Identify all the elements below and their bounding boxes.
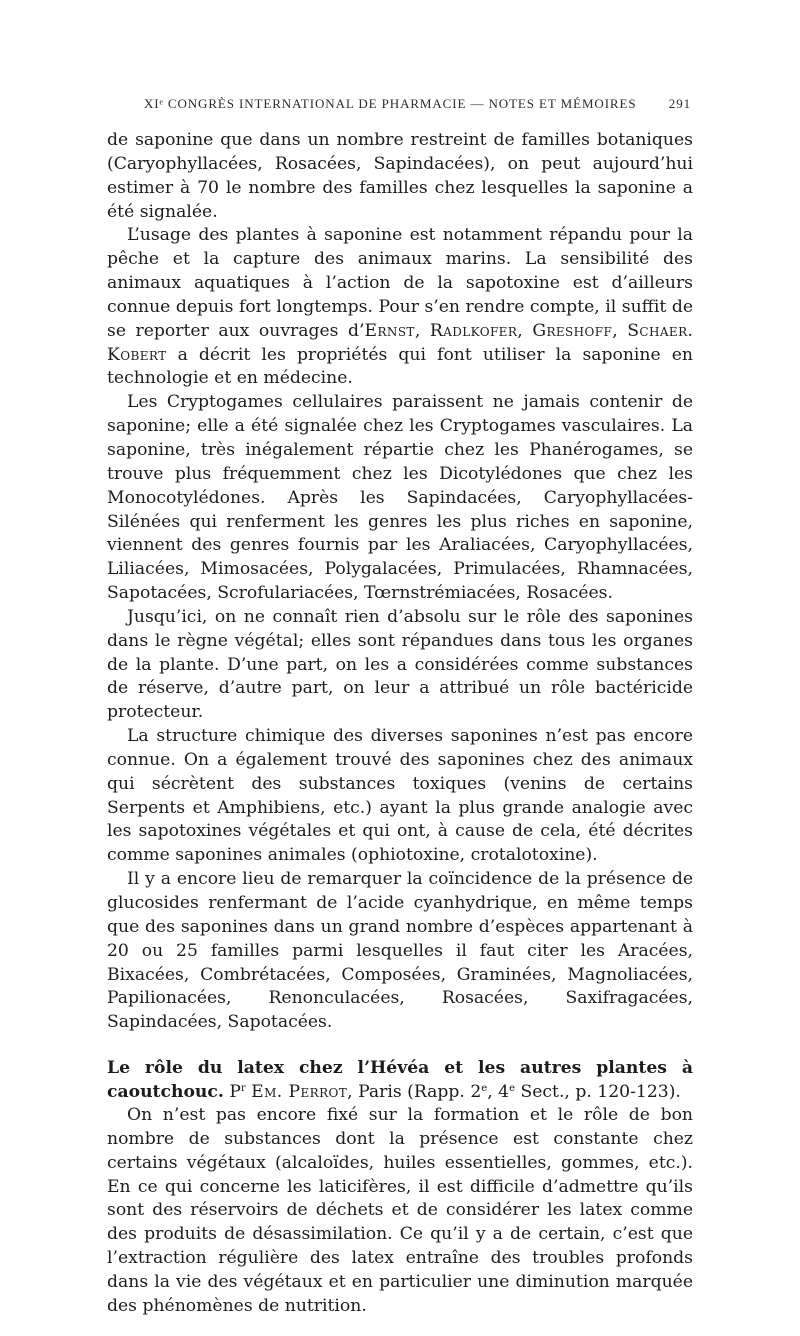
paragraph: L’usage des plantes à saponine est notamment répandu pour la pêche et la capture des animaux marins. La sensibilité des animaux aquatiques à l’action de la sapotoxine est d’ailleurs connue depuis fort longtemps. Pour s’en rendre compte, il suffit de se reporter aux ouvrages d’Ernst, Radlkofer, Greshoff, Schaer. Kobert a décrit les propriétés qui font utiliser la saponine en technologie et en médecine. [107,225,694,389]
running-title: XIᵉ CONGRÈS INTERNATIONAL DE PHARMACIE — NOTES ET MÉMOIRES [144,96,637,111]
section-author: Em. Perrot [251,1082,348,1103]
paragraph: Les Cryptogames cellulaires paraissent ne jamais contenir de saponine; elle a été signalée chez les Cryptogames vasculaires. La saponine, très inégalement répartie chez les Phanérogames, se trouve plus fréquemment chez les Dicotylédones que chez les Monocotylédones. Après les Sapindacées, Caryophyllacées-Silénées qui renferment les genres les plus riches en saponine, viennent des genres fournis par les Araliacées, Caryophyllacées, Liliacées, Mimosacées, Polygalacées, Primulacées, Rhamnacées, Sapotacées, Scrofulariacées, Tœrnstrémiacées, Rosacées. [107,392,693,604]
author-name: Schaer [627,320,688,341]
section-reference-sup: e [481,1083,488,1095]
section-author-prefix: P [229,1082,241,1103]
section-reference-sup: e [509,1083,516,1095]
author-name: Radlkofer [429,320,518,341]
paragraph-text: a décrit les propriétés qui font utiliser la saponine en technologie et en médecine. [107,344,693,389]
section-author-prefix-sup: r [240,1083,246,1095]
page-body [107,129,693,1319]
section-heading [107,1056,693,1104]
paragraph: de saponine que dans un nombre restreint de familles botaniques (Caryophyllacées, Rosacées, Sapindacées), on peut aujourd’hui estimer à 70 le nombre des familles chez lesquelles la saponine a été signalée. [107,130,693,222]
section-reference: Sect., p. 120-123). [515,1082,681,1103]
paragraph: Jusqu’ici, on ne connaît rien d’absolu sur le rôle des saponines dans le règne végétal; elles sont répandues dans tous les organes de la plante. D’une part, on les a considérées comme substances de réserve, d’autre part, on leur a attribué un rôle bactéricide protecteur. [107,606,693,723]
paragraph: Il y a encore lieu de remarquer la coïncidence de la présence de glucosides renfermant de l’acide cyanhydrique, en même temps que des saponines dans un grand nombre d’espèces appartenant à 20 ou 25 familles parmi lesquelles il faut citer les Aracées, Bixacées, Combrétacées, Composées, Graminées, Magnoliacées, Papilionacées, Renonculacées, Rosacées, Saxifragacées, Sapindacées, Sapotacées. [107,869,693,1033]
section-reference: , Paris (Rapp. 2 [347,1082,482,1103]
section-reference: , 4 [487,1082,510,1103]
author-name: Greshoff [532,320,613,341]
section-title: Le rôle du latex chez l’Hévéa et les autres plantes à caoutchouc. [107,1058,693,1103]
page-number: 291 [668,96,691,111]
paragraph: On n’est pas encore fixé sur la formation et le rôle de bon nombre de substances dont la présence est constante chez certains végétaux (alcaloïdes, huiles essentielles, gommes, etc.). En ce qui concerne les laticifères, il est difficile d’admettre qu’ils sont des réservoirs de déchets et de considérer les latex comme des produits de désassimilation. Ce qu’il y a de certain, c’est que l’extraction régulière des latex entraîne des troubles profonds dans la vie des végétaux et en particulier une diminution marquée des phénomènes de nutrition. [107,1105,693,1316]
paragraph-text: L’usage des plantes à saponine est notamment répandu pour la pêche et la capture des animaux marins. La sensibilité des animaux aquatiques à l’action de la sapotoxine est d’ailleurs connue depuis fort longtemps. Pour s’en rendre compte, il suffit de se reporter aux ouvrages d’ [107,225,693,341]
paragraph: La structure chimique des diverses saponines n’est pas encore connue. On a également trouvé des saponines chez des animaux qui sécrètent des substances toxiques (venins de certains Serpents et Amphibiens, etc.) ayant la plus grande analogie avec les sapotoxines végétales et qui ont, à cause de cela, été décrites comme saponines animales (ophiotoxine, crotalotoxine). [107,726,693,866]
author-name: Kobert [107,344,167,365]
author-name: Ernst [364,320,415,341]
